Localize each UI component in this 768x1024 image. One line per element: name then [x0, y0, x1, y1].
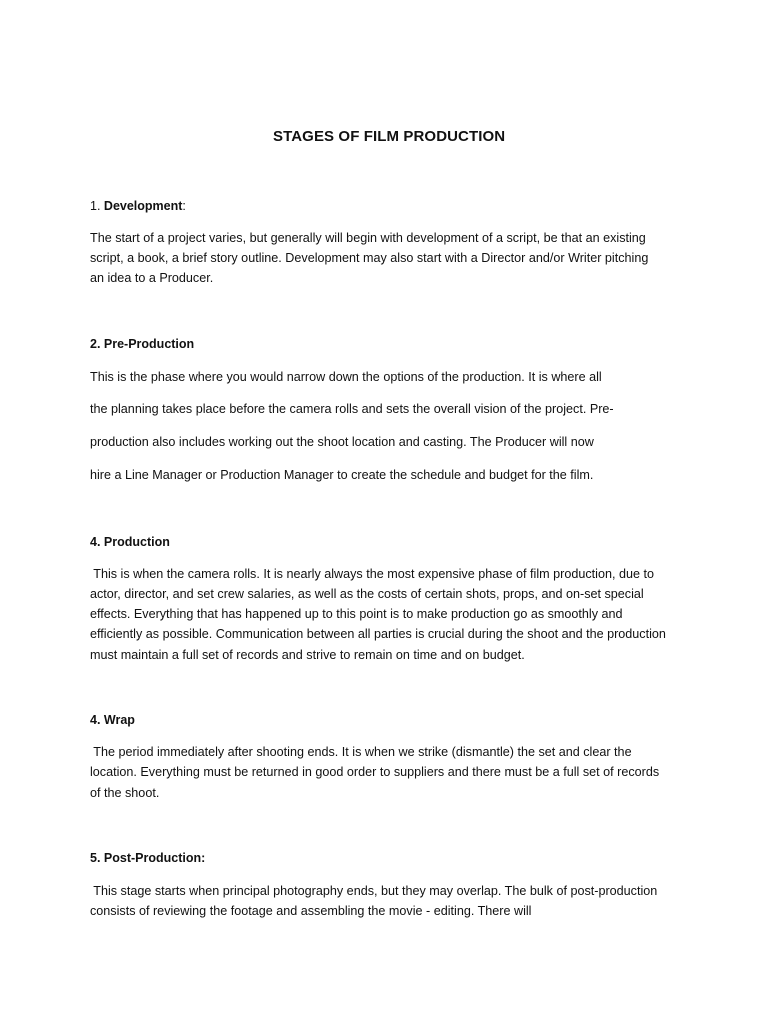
section-heading-suffix: :: [182, 199, 186, 213]
paragraph-line: the planning takes place before the camera rolls and sets the overall vision of the project. Pre-: [90, 402, 614, 416]
paragraph-line: must maintain a full set of records and strive to remain on time and on budget.: [90, 648, 525, 662]
section-heading-label: Development: [103, 199, 183, 213]
paragraph-line: of the shoot.: [90, 786, 160, 800]
section-heading-pre-production: [90, 337, 194, 351]
paragraph-line: script, a book, a brief story outline. Development may also start with a Director and/or Writer pitching: [90, 251, 649, 265]
section-heading-label: 4. Wrap: [90, 713, 135, 727]
section-heading-wrap: [90, 713, 135, 727]
paragraph-line: an idea to a Producer.: [90, 271, 214, 285]
paragraph-line: effects. Everything that has happened up to this point is to make production go as smoothly and: [90, 607, 623, 621]
paragraph-line: This stage starts when principal photography ends, but they may overlap. The bulk of post-production: [90, 884, 658, 898]
section-heading-label: 5. Post-Production:: [90, 851, 206, 865]
section-heading-label: 4. Production: [90, 535, 170, 549]
paragraph-line: This is when the camera rolls. It is nearly always the most expensive phase of film production, due to: [90, 567, 654, 581]
paragraph-line: The period immediately after shooting ends. It is when we strike (dismantle) the set and clear the: [90, 745, 632, 759]
section-heading-development: [90, 199, 186, 213]
paragraph-line: consists of reviewing the footage and assembling the movie - editing. There will: [90, 904, 532, 918]
paragraph-line: The start of a project varies, but generally will begin with development of a script, be that an existing: [90, 231, 646, 245]
paragraph-line: hire a Line Manager or Production Manager to create the schedule and budget for the film.: [90, 468, 594, 482]
paragraph-line: This is the phase where you would narrow down the options of the production. It is where all: [90, 370, 602, 384]
page-title: STAGES OF FILM PRODUCTION: [273, 128, 506, 145]
section-heading-post-production: [90, 851, 205, 865]
paragraph-line: actor, director, and set crew salaries, as well as the costs of certain shots, props, and on-set special: [90, 587, 644, 601]
section-heading-label: 2. Pre-Production: [90, 337, 195, 351]
section-number: 1.: [90, 199, 101, 213]
paragraph-line: location. Everything must be returned in good order to suppliers and there must be a full set of records: [90, 765, 660, 779]
paragraph-line: efficiently as possible. Communication between all parties is crucial during the shoot and the production: [90, 627, 666, 641]
section-heading-production: [90, 535, 170, 549]
paragraph-line: production also includes working out the shoot location and casting. The Producer will now: [90, 435, 594, 449]
